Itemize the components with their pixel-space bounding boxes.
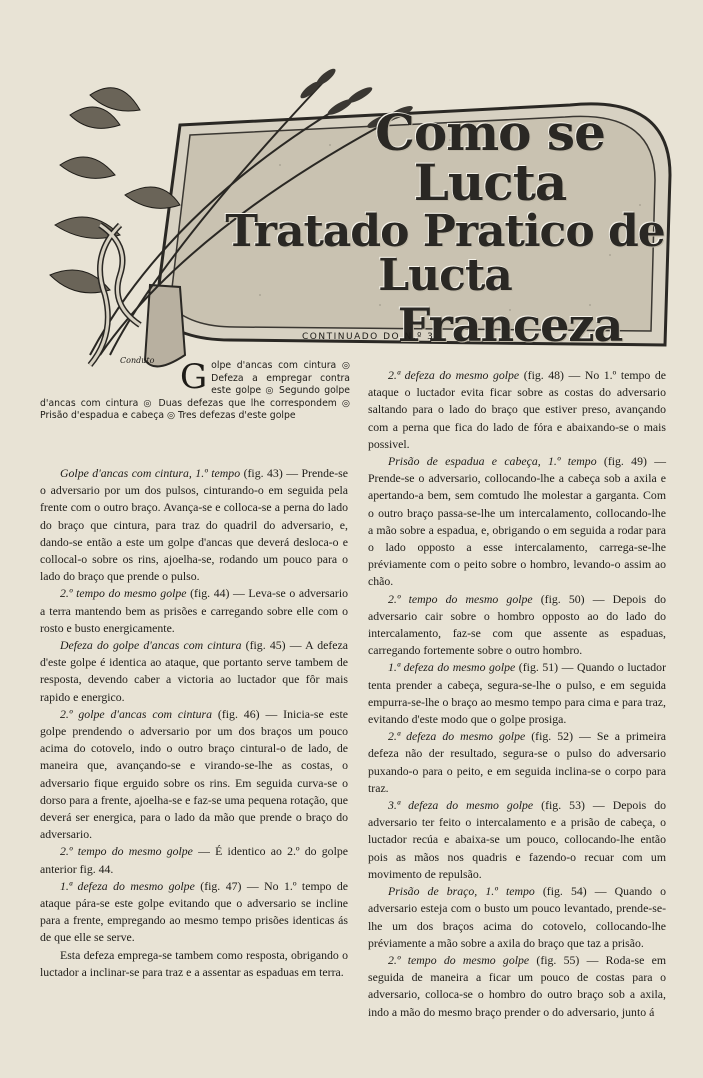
paragraph — [40, 878, 348, 947]
paragraph — [368, 659, 666, 728]
section-heading: 1.ª defeza do mesmo golpe — [60, 878, 195, 893]
body-text: (fig. 53) — Depois do adversario ter feito o intercalamento e a prisão de cabeça, o luctador recúa e abaixa-se um pouco, collocando-lhe então pois as mãos nos quadris e fazendo-o recuar com um movimento de repulsão. — [368, 798, 667, 881]
section-heading: 1.ª defeza do mesmo golpe — [388, 660, 516, 675]
body-text: (fig. 51) — Quando o luctador tenta prender a cabeça, segura-se-lhe o pulso, e em seguida empurra-se-lhe o braço ao mesmo tempo para cima e para traz, evitando d'este modo que o golpe prosiga. — [368, 660, 666, 727]
right-column — [368, 367, 666, 1021]
drop-cap: G — [180, 357, 208, 397]
body-text: (fig. 46) — Inicia-se este golpe prendendo o adversario por um dos braços um pouco acima do cotovelo, indo o outro braço cintural-o de lado, de maneira que, avançando-se e virando-se-lhe as costas, o adversario fique erguido sobre os rins. Em seguida curva-se o dorso para a frente, ajoelha-se e faz-se uma pequena rotação, que deverá ser energica, para o lado da mão que prende o braço do adversario. — [40, 706, 348, 842]
section-heading: 2.º tempo do mesmo golpe — [388, 952, 530, 967]
section-heading: Defeza do golpe d'ancas com cintura — [60, 638, 242, 653]
paragraph — [40, 947, 348, 981]
paragraph — [40, 465, 348, 585]
body-text: (fig. 44) — Leva-se o adversario a terra mantendo bem as prisões e carregando sobre elle com o rosto e busto energicamente. — [40, 586, 348, 635]
paragraph — [368, 453, 666, 591]
section-heading: Prisão de braço, 1.º tempo — [388, 884, 535, 899]
paragraph — [368, 952, 666, 1021]
summary — [40, 357, 350, 460]
paragraph — [368, 728, 666, 797]
body-text: (fig. 54) — Quando o adversario esteja com o busto um pouco levantado, prende-se-lhe um dos braços acima do cotovelo, collocando-lhe préviamente a mão sobre a axila do braço que taz a prisão. — [368, 884, 666, 950]
paragraph — [40, 637, 348, 706]
title-line-2: Tratado Pratico de Lucta — [225, 206, 665, 301]
body-text: (fig. 50) — Depois do adversario cair sobre o hombro opposto ao do lado do intercalamento, faz-se com que assente as espaduas, carregando fortemente sobre o outro hombro. — [368, 591, 666, 658]
paragraph — [368, 883, 666, 952]
section-heading: Golpe d'ancas com cintura, 1.º tempo — [60, 466, 241, 480]
title-line-1: Como se Lucta — [375, 103, 605, 212]
section-heading: 2.º tempo do mesmo golpe — [60, 844, 193, 859]
body-text: (fig. 52) — Se a primeira defeza não der resultado, segura-se o pulso do adversario puxando-o para o peito, e em seguida inclina-se o corpo para traz. — [368, 729, 666, 795]
section-heading: 2.ª defeza do mesmo golpe — [388, 729, 526, 744]
body-text: (fig. 47) — No 1.º tempo de ataque pára-se este golpe evitando que o adversario se incline para a frente, empregando ao mesmo tempo prisões identicas ás de que elle se serve. — [40, 878, 348, 945]
body-text: Esta defeza emprega-se tambem como resposta, obrigando o luctador a inclinar-se para traz e a assentar as espaduas em terra. — [40, 947, 348, 979]
section-heading: 2.º tempo do mesmo golpe — [60, 586, 187, 601]
paragraph — [40, 585, 348, 637]
section-heading: Prisão de espadua e cabeça, 1.º tempo — [388, 454, 597, 469]
section-heading: 2.º tempo do mesmo golpe — [388, 591, 533, 606]
body-text: (fig. 55) — Roda-se em seguida de maneira a ficar um pouco de costas para o adversario, colloca-se o hombro do outro braço sob a axila, indo a mão do mesmo braço prender o do adversario, junto á — [368, 952, 666, 1019]
paragraph — [40, 843, 348, 877]
paragraph — [40, 706, 348, 844]
section-heading: 2.º golpe d'ancas com cintura — [60, 706, 213, 721]
continued-note: CONTINUADO DO N.º 3 — [302, 332, 435, 342]
body-text: (fig. 48) — No 1.º tempo de ataque o luctador evita ficar sobre as costas do adversario saltando para o lado do braço que estiver preso, avançando com a perna que fica do lado de fóra e abaixando-se o mais possivel. — [368, 368, 666, 451]
body-text: — É identico ao 2.º do golpe anterior fig. 44. — [40, 844, 348, 876]
summary-text: olpe d'ancas com cintura ◎ Defeza a empregar contra este golpe ◎ Segundo golpe d'ancas com cintura ◎ Duas defezas que lhe correspondem ◎ Prisão d'espadua e cabeça ◎ Tres defezas d'este golpe — [40, 360, 350, 422]
left-column — [40, 465, 348, 981]
section-heading: 2.ª defeza do mesmo golpe — [388, 368, 520, 382]
title-line-3: Franceza — [397, 298, 623, 352]
body-text: (fig. 43) — Prende-se o adversario por um dos pulsos, cinturando-o em seguida pela frente com o outro braço. Avança-se e colloca-se a perna do lado do braço que cintura, para traz do quadril do adversario, e, dando-se então a este um golpe d'ancas que deverá desloca-o e collocal-o sobre os rins, ajoelha-se, rodando um pouco para o lado do braço que prende o pulso. — [40, 466, 348, 584]
paragraph — [368, 367, 666, 453]
paragraph — [368, 591, 666, 660]
paragraph — [368, 797, 666, 883]
ornamental-post — [145, 285, 185, 366]
body-text: (fig. 45) — A defeza d'este golpe é identica ao ataque, que portanto serve tambem de resposta, devendo caber a victoria ao luctador que fôr mais rapido e energico. — [40, 638, 348, 704]
section-heading: 3.ª defeza do mesmo golpe — [388, 798, 534, 813]
artist-signature: Conduto — [120, 356, 155, 365]
body-text: (fig. 49) — Prende-se o adversario, collocando-lhe a cabeça sob a axila e apertando-a bem, sem comtudo lhe molestar a garganta. Com o outro braço passa-se-lhe um intercalamento, collocando-lhe a mão sobre a espadua, e, obrigando o em seguida a rodar para o lado opposto a esse intercalamento, carrega-se-lhe préviamente com o peito sobre o hombro, levando-o assim ao chão. — [368, 454, 666, 589]
